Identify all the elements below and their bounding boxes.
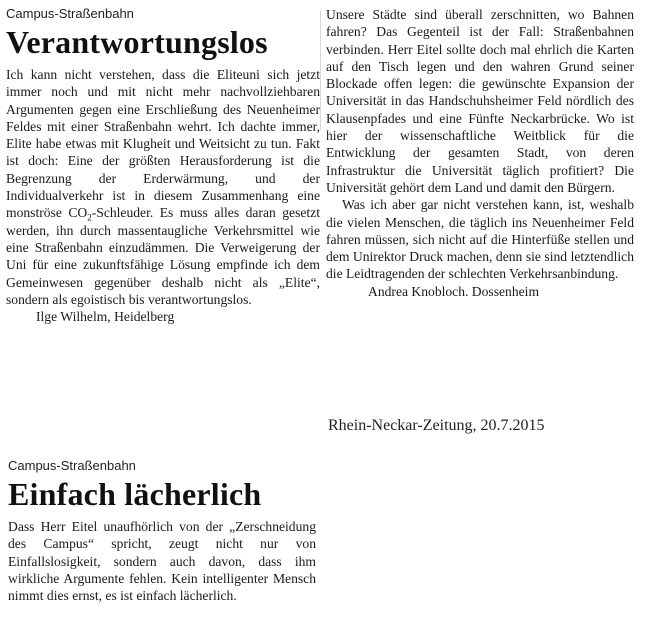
letter-continuation	[326, 6, 634, 300]
letter1-body	[6, 66, 320, 308]
letter2-paragraph-2: Was ich aber gar nicht verstehen kann, ist, weshalb die vielen Menschen, die täglich ins Neuenheimer Feld fahren müssen, sich nicht auf die Hinterfüße stellen und dem Unirektor Druck machen, denn sie sind letztendlich die Leidtragenden der schlechten Verkehrsanbindung.	[326, 197, 634, 282]
letter-verantwortungslos	[6, 6, 320, 430]
letter2-body	[326, 6, 634, 283]
letter1-signature: Ilge Wilhelm, Heidelberg	[36, 309, 175, 325]
letter1-headline: Verantwortungslos	[6, 24, 268, 60]
letter1-text	[6, 66, 320, 308]
letter-einfach-laecherlich	[8, 458, 316, 642]
letter3-body	[8, 518, 316, 604]
letter1-text-after: -Schleuder. Es muss alles daran gesetzt werden, ihn durch massentaugliche Verkehrsmittel wie eine Straßenbahn einzudämmen. Die Verweigerung der Uni für eine zukunftsfähige Lösung empfinde ich dem Gemeinwesen gegenüber deshalb nicht als „Elite“, sondern als egoistisch bis verantwortungslos.	[6, 205, 320, 307]
letter3-text: Dass Herr Eitel unaufhörlich von der „Zerschneidung des Campus“ spricht, zeugt nicht nur von Einfallslosigkeit, sondern auch davon, dass ihm wirkliche Argumente fehlen. Kein intelligenter Mensch nimmt dies ernst, es ist einfach lächerlich.	[8, 519, 316, 604]
co2-subscript: 2	[87, 213, 92, 224]
letter1-text-before: Ich kann nicht verstehen, dass die Eliteuni sich jetzt immer noch und mit nicht mehr nachvollziehbaren Argumenten gegen eine Erschließung des Neuenheimer Feldes mit einer Straßenbahn wehrt. Ich dachte immer, Elite habe etwas mit Klugheit und Weitsicht zu tun. Fakt ist doch: Eine der größten Herausforderung ist die Begrenzung der Erderwärmung, und der Individualverkehr ist in diesem Zusammenhang eine monströse CO	[6, 67, 320, 221]
letter2-paragraph-1: Unsere Städte sind überall zerschnitten, wo Bahnen fahren? Das Gegenteil ist der Fall: Straßenbahnen verbinden. Herr Eitel sollte doch mal ehrlich die Karten auf den Tisch legen und den wahren Grund seiner Blockade offen legen: die gewünschte Expansion der Universität in das Handschuhsheimer Feld nördlich des Klausenpfades und eine Fünfte Neckarbrücke. Wo ist hier der wissenschaftliche Weitblick für die Entwicklung der gesamten Stadt, von deren Infrastruktur die Universität täglich profitiert? Die Universität gehört dem Land und damit den Bürgern.	[326, 7, 634, 195]
source-citation: Rhein-Neckar-Zeitung, 20.7.2015	[328, 417, 545, 434]
column-divider	[320, 10, 321, 130]
letter2-signature: Andrea Knobloch. Dossenheim	[368, 283, 540, 299]
letter3-headline: Einfach lächerlich	[8, 476, 262, 512]
letter3-kicker: Campus-Straßenbahn	[8, 458, 136, 473]
letter1-kicker: Campus-Straßenbahn	[6, 6, 134, 21]
